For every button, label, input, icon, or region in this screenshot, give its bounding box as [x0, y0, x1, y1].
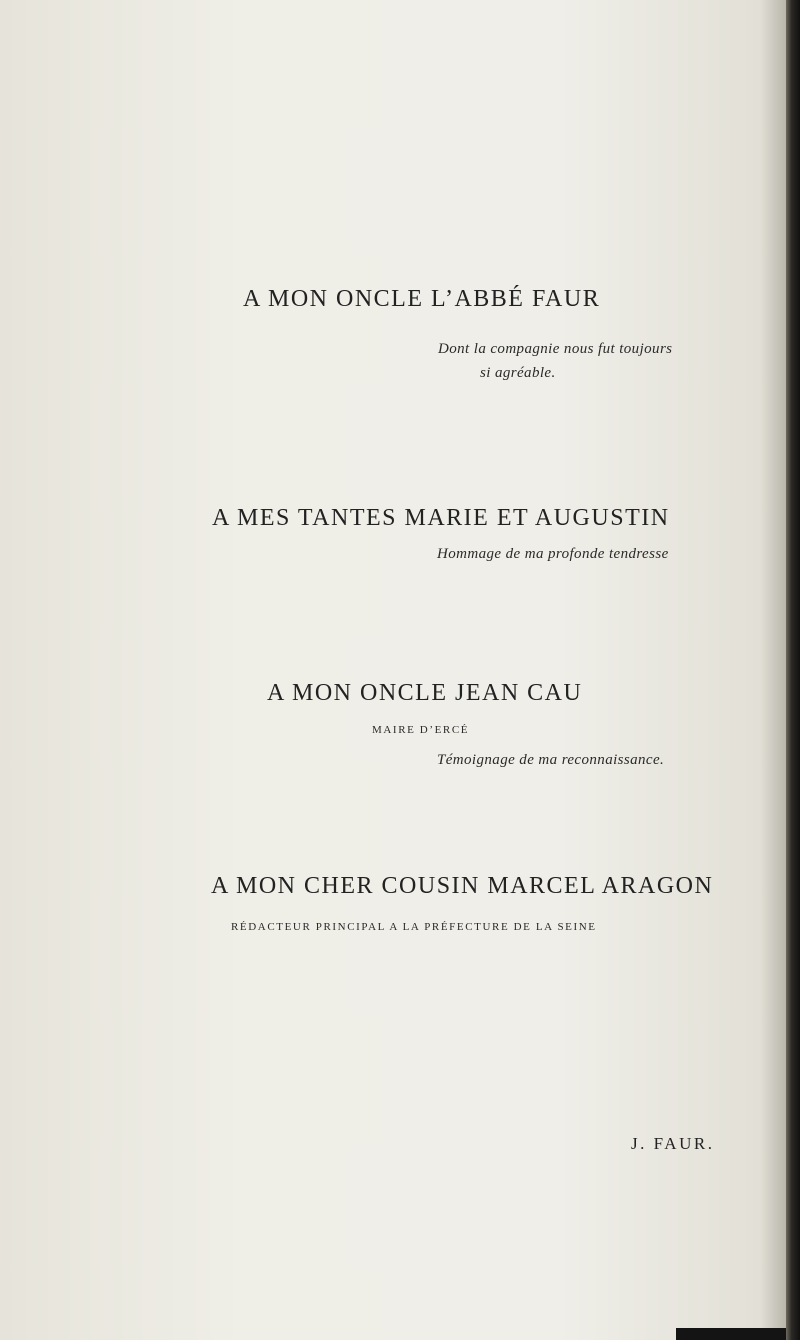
dedication-heading-tantes: A MES TANTES MARIE ET AUGUSTIN — [212, 505, 670, 531]
dedication-title: MAIRE D’ERCÉ — [372, 724, 470, 736]
binding-bottom-mark — [676, 1328, 786, 1340]
dedication-line: Dont la compagnie nous fut toujours — [438, 341, 673, 357]
dedication-line: si agréable. — [480, 365, 556, 381]
dedication-line: Témoignage de ma reconnaissance. — [437, 752, 665, 768]
dedication-heading-abbe-faur: A MON ONCLE L’ABBÉ FAUR — [243, 286, 601, 312]
dedication-line: Hommage de ma profonde tendresse — [437, 546, 669, 562]
signature: J. FAUR. — [631, 1134, 715, 1153]
dedication-heading-marcel-aragon: A MON CHER COUSIN MARCEL ARAGON — [211, 873, 714, 899]
dedication-heading-jean-cau: A MON ONCLE JEAN CAU — [267, 680, 583, 706]
dedication-title: RÉDACTEUR PRINCIPAL A LA PRÉFECTURE DE LA SEINE — [231, 921, 597, 933]
page-gutter-shadow — [760, 0, 786, 1340]
book-binding-edge — [786, 0, 800, 1340]
